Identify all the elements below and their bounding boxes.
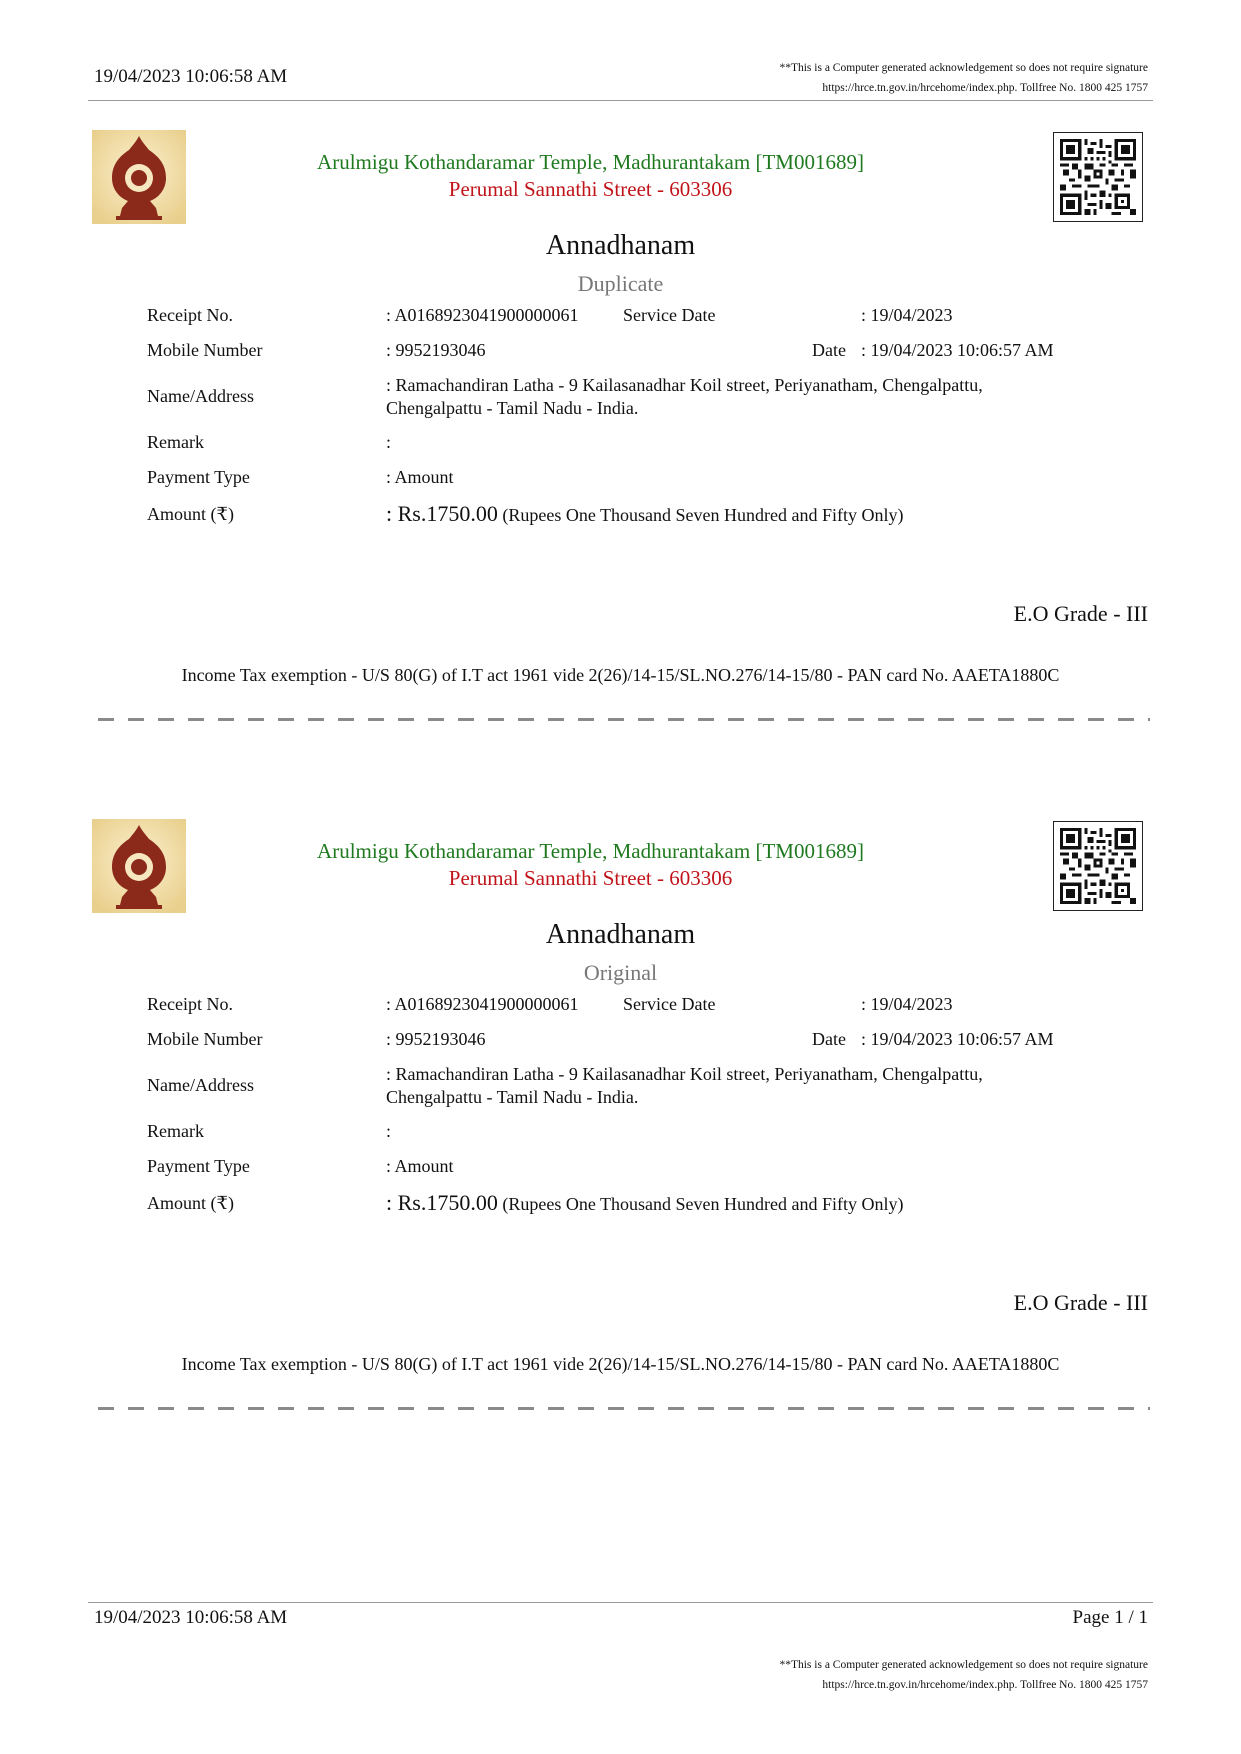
page-footer-timestamp: 19/04/2023 10:06:58 AM (94, 1607, 288, 1628)
amount-value (386, 501, 903, 527)
amount-label: Amount (₹) (147, 1193, 234, 1213)
name-address-label: Name/Address (147, 1075, 254, 1095)
temple-name: Arulmigu Kothandaramar Temple, Madhurantakam [TM001689] (317, 150, 864, 174)
copy-type: Duplicate (577, 271, 664, 296)
page-footer-note (779, 1655, 1148, 1695)
page-number: Page 1 / 1 (1072, 1607, 1148, 1628)
amount-label: Amount (₹) (147, 504, 234, 524)
remark-label: Remark (147, 1121, 204, 1141)
mobile-value: : 9952193046 (386, 1029, 486, 1049)
receipt-duplicate (0, 0, 1241, 685)
payment-type-value: : Amount (386, 1156, 454, 1176)
note-line-2: https://hrce.tn.gov.in/hrcehome/index.php. Tollfree No. 1800 425 1757 (822, 1679, 1148, 1691)
remark-value: : (386, 1121, 392, 1141)
service-date-value: : 19/04/2023 (861, 305, 953, 325)
payment-type-label: Payment Type (147, 1156, 250, 1176)
signatory: E.O Grade - III (1013, 601, 1148, 626)
service-date-label: Service Date (623, 305, 716, 325)
tax-exemption-note: Income Tax exemption - U/S 80(G) of I.T act 1961 vide 2(26)/14-15/SL.NO.276/14-15/80 - PAN card No. AAETA1880C (181, 1354, 1060, 1374)
name-address-label: Name/Address (147, 386, 254, 406)
name-address-line-1: : Ramachandiran Latha - 9 Kailasanadhar Koil street, Periyanatham, Chengalpattu, (386, 375, 983, 395)
service-date-value: : 19/04/2023 (861, 994, 953, 1014)
mobile-label: Mobile Number (147, 1029, 263, 1049)
amount-in-words: (Rupees One Thousand Seven Hundred and Fifty Only) (502, 1194, 904, 1214)
date-value: : 19/04/2023 10:06:57 AM (861, 340, 1054, 360)
signatory: E.O Grade - III (1013, 1290, 1148, 1315)
mobile-value: : 9952193046 (386, 340, 486, 360)
payment-type-value: : Amount (386, 467, 454, 487)
payment-type-label: Payment Type (147, 467, 250, 487)
amount-value (386, 1190, 903, 1216)
note-line-1: **This is a Computer generated acknowledgement so does not require signature (779, 1659, 1148, 1671)
service-title: Annadhanam (545, 919, 696, 950)
tax-exemption-note: Income Tax exemption - U/S 80(G) of I.T act 1961 vide 2(26)/14-15/SL.NO.276/14-15/80 - PAN card No. AAETA1880C (181, 665, 1060, 685)
footer-divider (88, 1602, 1153, 1603)
temple-address: Perumal Sannathi Street - 603306 (448, 177, 733, 201)
receipt-no-label: Receipt No. (147, 994, 233, 1014)
name-address-line-1: : Ramachandiran Latha - 9 Kailasanadhar Koil street, Periyanatham, Chengalpattu, (386, 1064, 983, 1084)
name-address-line-2: Chengalpattu - Tamil Nadu - India. (386, 398, 639, 418)
copy-type: Original (583, 960, 658, 985)
receipt-no-value: : A0168923041900000061 (386, 994, 579, 1014)
qr-code-icon (1053, 132, 1143, 222)
amount-figure: : Rs.1750.00 (386, 1190, 498, 1215)
date-label: Date (812, 340, 846, 360)
temple-address: Perumal Sannathi Street - 603306 (448, 866, 733, 890)
service-title: Annadhanam (545, 230, 696, 261)
remark-value: : (386, 432, 392, 452)
note-line-2: https://hrce.tn.gov.in/hrcehome/index.php. Tollfree No. 1800 425 1757 (822, 82, 1148, 94)
amount-in-words: (Rupees One Thousand Seven Hundred and Fifty Only) (502, 505, 904, 525)
remark-label: Remark (147, 432, 204, 452)
receipt-no-label: Receipt No. (147, 305, 233, 325)
name-address-line-2: Chengalpattu - Tamil Nadu - India. (386, 1087, 639, 1107)
note-line-1: **This is a Computer generated acknowledgement so does not require signature (779, 62, 1148, 74)
service-date-label: Service Date (623, 994, 716, 1014)
date-label: Date (812, 1029, 846, 1049)
receipt-no-value: : A0168923041900000061 (386, 305, 579, 325)
receipt-original (0, 689, 1241, 1374)
page-header-timestamp: 19/04/2023 10:06:58 AM (94, 66, 288, 87)
qr-code-icon (1053, 821, 1143, 911)
amount-figure: : Rs.1750.00 (386, 501, 498, 526)
mobile-label: Mobile Number (147, 340, 263, 360)
date-value: : 19/04/2023 10:06:57 AM (861, 1029, 1054, 1049)
temple-name: Arulmigu Kothandaramar Temple, Madhurantakam [TM001689] (317, 839, 864, 863)
cut-line (98, 1407, 1150, 1410)
